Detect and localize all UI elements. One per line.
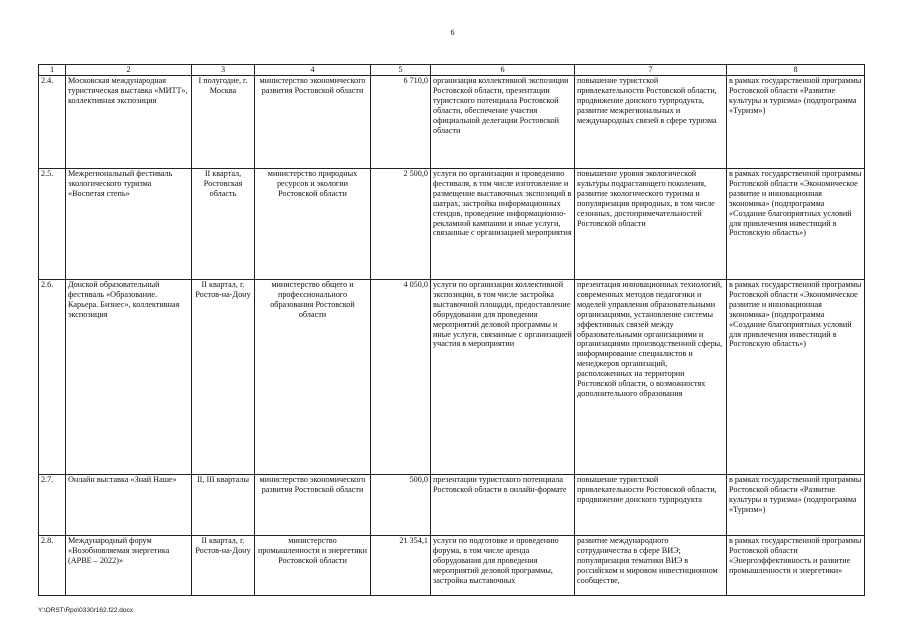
event-executor: министерство промышленности и энергетики Ростовской области (255, 536, 371, 596)
event-name: Московская международная туристическая выставка «МИТТ», коллективная экспозиция (66, 76, 192, 169)
event-program: в рамках государственной программы Ростовской области «Энергоэффективность и развитие промышленности и энергетики» (727, 536, 865, 596)
event-executor: министерство экономического развития Ростовской области (255, 475, 371, 536)
event-result: повышение туристской привлекательности Ростовской области, продвижение донского турпродукта (575, 475, 727, 536)
column-header: 5 (371, 65, 431, 76)
event-executor: министерство природных ресурсов и экологии Ростовской области (255, 169, 371, 280)
event-period-place: II квартал, г. Ростов-на-Дону (192, 536, 255, 596)
event-period-place: II, III кварталы (192, 475, 255, 536)
event-amount: 4 050,0 (371, 280, 431, 475)
table-row (39, 475, 865, 536)
event-name: Онлайн выставка «Знай Наше» (66, 475, 192, 536)
file-path-footer: Y:\ORST\Rpo\0330r162.f22.docx (38, 607, 134, 614)
table-row (39, 280, 865, 475)
event-result: презентация инновационных технологий, современных методов педагогики и моделей управления образовательными организациями, установление системы эффективных связей между образовательными организациями и организациями производственной сферы, информирование специалистов и менеджеров организаций, расположенных на территории Ростовской области, о возможностях дополнительного образования (575, 280, 727, 475)
event-executor: министерство экономического развития Ростовской области (255, 76, 371, 169)
event-amount: 500,0 (371, 475, 431, 536)
column-header: 3 (192, 65, 255, 76)
table-row (39, 169, 865, 280)
event-amount: 21 354,1 (371, 536, 431, 596)
page-number: 6 (450, 28, 455, 37)
row-number: 2.5. (39, 169, 66, 280)
event-amount: 2 500,0 (371, 169, 431, 280)
column-header: 4 (255, 65, 371, 76)
row-number: 2.7. (39, 475, 66, 536)
event-program: в рамках государственной программы Ростовской области «Экономическое развитие и инновационная экономика» (подпрограмма «Создание благоприятных условий для привлечения инвестиций в Ростовскую область») (727, 169, 865, 280)
event-program: в рамках государственной программы Ростовской области «Развитие культуры и туризма» (подпрограмма «Туризм») (727, 475, 865, 536)
column-header: 2 (66, 65, 192, 76)
event-period-place: II квартал, Ростовская область (192, 169, 255, 280)
event-activities: презентации туристского потенциала Ростовской области в онлайн-формате (431, 475, 575, 536)
column-header: 1 (39, 65, 66, 76)
event-period-place: I полугодие, г. Москва (192, 76, 255, 169)
event-result: развитие международного сотрудничества в сфере ВИЭ; популяризация тематики ВИЭ в российском и мировом инвестиционном сообществе, (575, 536, 727, 596)
event-activities: организация коллективной экспозиции Ростовской области, презентации туристского потенциала Ростовской области, обеспечение участия официальной делегации Ростовской области (431, 76, 575, 169)
event-name: Международный форум «Возобновляемая энергетика (АРВЕ – 2022)» (66, 536, 192, 596)
table-row (39, 536, 865, 596)
row-number: 2.4. (39, 76, 66, 169)
column-header: 6 (431, 65, 575, 76)
column-header: 8 (727, 65, 865, 76)
event-result: повышение туристской привлекательности Ростовской области, продвижение донского турпродукта, развитие межрегиональных и международных связей в сфере туризма (575, 76, 727, 169)
event-program: в рамках государственной программы Ростовской области «Экономическое развитие и инновационная экономика» (подпрограмма «Создание благоприятных условий для привлечения инвестиций в Ростовскую область») (727, 280, 865, 475)
event-activities: услуги по организации коллективной экспозиции, в том числе застройка выставочной площади, предоставление оборудования для проведения мероприятий деловой программы и иные услуги, связанные с организацией участия в мероприятии (431, 280, 575, 475)
column-header: 7 (575, 65, 727, 76)
event-activities: услуги по организации и проведению фестиваля, в том числе изготовление и размещение выставочных экспозиций в шатрах, застройка информационных стендов, проведение информационно-рекламной кампании и иные услуги, связанные с организацией мероприятия (431, 169, 575, 280)
events-table (38, 64, 865, 596)
event-program: в рамках государственной программы Ростовской области «Развитие культуры и туризма» (подпрограмма «Туризм») (727, 76, 865, 169)
event-name: Донской образовательный фестиваль «Образование. Карьера. Бизнес», коллективная экспозиция (66, 280, 192, 475)
event-period-place: II квартал, г. Ростов-на-Дону (192, 280, 255, 475)
event-amount: 6 710,0 (371, 76, 431, 169)
event-result: повышение уровня экологической культуры подрастающего поколения, развитие экологического туризма и популяризация природных, в том числе сезонных, достопримечательностей Ростовской области (575, 169, 727, 280)
table-header-row (39, 65, 865, 76)
event-executor: министерство общего и профессионального образования Ростовской области (255, 280, 371, 475)
event-activities: услуги по подготовке и проведению форума, в том числе аренда оборудования для проведения мероприятий деловой программы, застройка выставочных (431, 536, 575, 596)
row-number: 2.8. (39, 536, 66, 596)
row-number: 2.6. (39, 280, 66, 475)
table-row (39, 76, 865, 169)
event-name: Межрегиональный фестиваль экологического туризма «Воспетая степь» (66, 169, 192, 280)
